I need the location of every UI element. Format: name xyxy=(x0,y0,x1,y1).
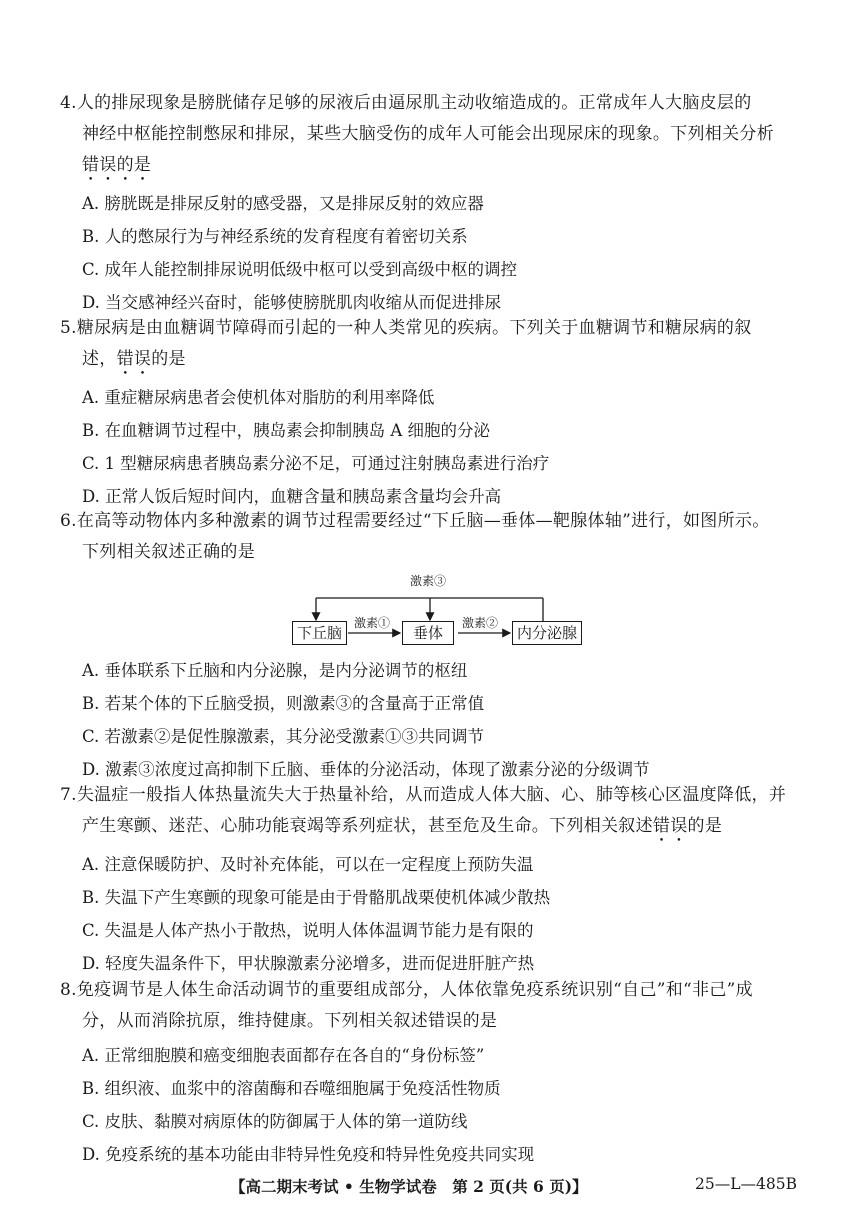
question-4-options xyxy=(60,187,805,319)
option-b: B. 组织液、血浆中的溶菌酶和吞噬细胞属于免疫活性物质 xyxy=(82,1079,501,1098)
option-a: A. 垂体联系下丘脑和内分泌腺，是内分泌调节的枢纽 xyxy=(82,661,468,680)
question-7-options xyxy=(60,848,805,980)
option-d: D. 免疫系统的基本功能由非特异性免疫和特异性免疫共同实现 xyxy=(82,1145,535,1164)
option-d: D. 轻度失温条件下，甲状腺激素分泌增多，进而促进肝脏产热 xyxy=(82,954,535,973)
stem-text: 糖尿病是由血糖调节障碍而引起的一种人类常见的疾病。下列关于血糖调节和糖尿病的叙 xyxy=(76,318,752,338)
stem-text xyxy=(60,344,805,379)
option-b: B. 在血糖调节过程中，胰岛素会抑制胰岛 A 细胞的分泌 xyxy=(82,421,491,440)
question-7-stem xyxy=(60,780,805,846)
question-5 xyxy=(60,313,805,513)
stem-emphasis: 错误的是 xyxy=(82,155,152,175)
question-number: 8. xyxy=(60,980,77,1000)
stem-emphasis: 错误 xyxy=(116,349,152,369)
question-6-options-wrap xyxy=(60,652,805,786)
label-hormone-1: 激素① xyxy=(354,616,391,630)
option-c: C. 成年人能控制排尿说明低级中枢可以受到高级中枢的调控 xyxy=(82,260,518,279)
stem-text xyxy=(60,811,805,846)
question-7 xyxy=(60,780,805,980)
option-c: C. 失温是人体产热小于散热，说明人体体温调节能力是有限的 xyxy=(82,921,534,940)
option-c: C. 皮肤、黏膜对病原体的防御属于人体的第一道防线 xyxy=(82,1112,468,1131)
stem-text xyxy=(60,150,805,185)
question-number: 5. xyxy=(60,318,77,338)
question-6 xyxy=(60,506,805,568)
option-d: D. 当交感神经兴奋时，能够使膀胱肌肉收缩从而促进排尿 xyxy=(82,293,502,312)
question-8 xyxy=(60,975,805,1171)
stem-text: 产生寒颤、迷茫、心肺功能衰竭等系列症状，甚至危及生命。下列相关叙述 xyxy=(82,816,653,836)
hormone-axis-diagram xyxy=(290,574,590,646)
stem-text: 的是 xyxy=(151,349,186,369)
page-footer-code: 25—L—485B xyxy=(695,1175,797,1193)
option-c: C. 1 型糖尿病患者胰岛素分泌不足，可通过注射胰岛素进行治疗 xyxy=(82,454,550,473)
option-b: B. 人的憋尿行为与神经系统的发育程度有着密切关系 xyxy=(82,227,468,246)
option-c: C. 若激素②是促性腺激素，其分泌受激素①③共同调节 xyxy=(82,727,485,746)
option-a: A. 重症糖尿病患者会使机体对脂肪的利用率降低 xyxy=(82,388,435,407)
option-a: A. 正常细胞膜和癌变细胞表面都存在各自的“身份标签” xyxy=(82,1046,485,1065)
option-d: D. 激素③浓度过高抑制下丘脑、垂体的分泌活动，体现了激素分泌的分级调节 xyxy=(82,760,650,779)
box-pituitary: 垂体 xyxy=(402,621,454,645)
question-5-options xyxy=(60,381,805,513)
question-4 xyxy=(60,88,805,319)
stem-text: 分，从而消除抗原，维持健康。下列相关叙述错误的是 xyxy=(82,1011,498,1031)
stem-text: 免疫调节是人体生命活动调节的重要组成部分，人体依靠免疫系统识别“自己”和“非己”成 xyxy=(76,980,753,1000)
label-hormone-2: 激素② xyxy=(462,616,499,630)
stem-text: 失温症一般指人体热量流失大于热量补给，从而造成人体大脑、心、肺等核心区温度降低，并 xyxy=(76,785,787,805)
question-number: 7. xyxy=(60,785,77,805)
stem-text: 人的排尿现象是膀胱储存足够的尿液后由逼尿肌主动收缩造成的。正常成年人大脑皮层的 xyxy=(76,93,752,113)
box-endocrine-gland: 内分泌腺 xyxy=(512,621,582,645)
stem-text: 述， xyxy=(82,349,117,369)
stem-text: 神经中枢能控制憋尿和排尿，某些大脑受伤的成年人可能会出现尿床的现象。下列相关分析 xyxy=(82,124,774,144)
question-5-stem xyxy=(60,313,805,379)
label-hormone-3: 激素③ xyxy=(410,574,447,588)
question-6-stem xyxy=(60,506,805,568)
question-number: 6. xyxy=(60,511,77,531)
question-8-stem xyxy=(60,975,805,1037)
question-6-options xyxy=(60,654,805,786)
stem-emphasis: 错误 xyxy=(652,816,688,836)
option-b: B. 若某个体的下丘脑受损，则激素③的含量高于正常值 xyxy=(82,694,485,713)
option-a: A. 注意保暖防护、及时补充体能，可以在一定程度上预防失温 xyxy=(82,855,534,874)
question-4-stem xyxy=(60,88,805,185)
option-a: A. 膀胱既是排尿反射的感受器，又是排尿反射的效应器 xyxy=(82,194,484,213)
question-8-options xyxy=(60,1039,805,1171)
stem-text: 在高等动物体内多种激素的调节过程需要经过“下丘脑—垂体—靶腺体轴”进行，如图所示。 xyxy=(76,511,770,531)
stem-text: 的是 xyxy=(687,816,723,836)
option-b: B. 失温下产生寒颤的现象可能是由于骨骼肌战栗使机体减少散热 xyxy=(82,888,551,907)
page-footer-title: 【高二期末考试 • 生物学试卷 第 2 页(共 6 页)】 xyxy=(230,1177,588,1196)
question-number: 4. xyxy=(60,93,77,113)
box-hypothalamus: 下丘脑 xyxy=(292,621,347,645)
stem-text: 下列相关叙述正确的是 xyxy=(82,542,255,562)
option-d: D. 正常人饭后短时间内，血糖含量和胰岛素含量均会升高 xyxy=(82,487,502,506)
